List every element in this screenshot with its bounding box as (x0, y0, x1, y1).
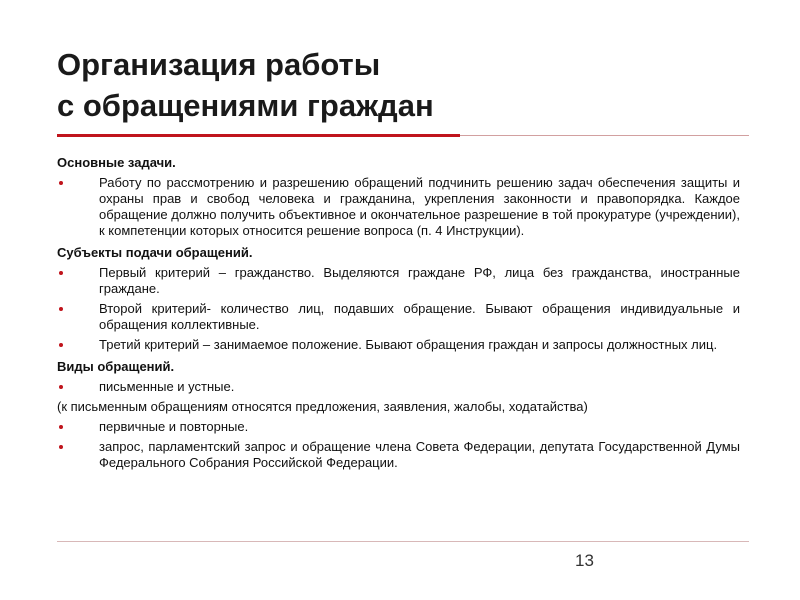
bullet-icon (59, 425, 63, 429)
slide-title-line-2: с обращениями граждан (57, 88, 434, 123)
title-underline-accent (57, 134, 460, 137)
bullet-icon (59, 307, 63, 311)
list-item-text: запрос, парламентский запрос и обращение члена Совета Федерации, депутата Государственной Думы Федерального Собрания Российской Федерации. (99, 439, 740, 470)
bullet-icon (59, 271, 63, 275)
list-item-text: Второй критерий- количество лиц, подавших обращение. Бывают обращения индивидуальные и обращения коллективные. (99, 301, 740, 332)
list-item-text: первичные и повторные. (99, 419, 249, 434)
list-item-types-written (57, 379, 740, 395)
list-item-subjects-3 (57, 337, 740, 353)
list-item-text: Первый критерий – гражданство. Выделяются граждане РФ, лица без гражданства, иностранные граждане. (99, 265, 740, 296)
footer-divider (57, 541, 749, 542)
slide-title-line-1: Организация работы (57, 47, 381, 82)
list-item-text: письменные и устные. (99, 379, 235, 394)
title-underline-thin (460, 135, 749, 136)
slide-body (57, 155, 740, 475)
list-item-types-primary (57, 419, 740, 435)
page-number: 13 (575, 551, 594, 570)
list-item-tasks-1 (57, 175, 740, 239)
list-item-subjects-2 (57, 301, 740, 333)
slide-title (57, 44, 434, 126)
list-item-types-request (57, 439, 740, 471)
section-heading-types: Виды обращений. (57, 359, 175, 374)
bullet-icon (59, 343, 63, 347)
bullet-icon (59, 181, 63, 185)
list-item-text: Работу по рассмотрению и разрешению обращений подчинить решению задач обеспечения защиты и охраны прав и свобод человека и гражданина, укрепления законности и правопорядка. Каждое обращение должно получить объективное и окончательное разрешение в той прокуратуре (учреждении), к компетенции которых относится решение вопроса (п. 4 Инструкции). (99, 175, 740, 238)
section-heading-tasks: Основные задачи. (57, 155, 176, 170)
bullet-icon (59, 445, 63, 449)
types-note: (к письменным обращениям относятся предложения, заявления, жалобы, ходатайства) (57, 399, 588, 414)
list-item-subjects-1 (57, 265, 740, 297)
section-heading-subjects: Субъекты подачи обращений. (57, 245, 253, 260)
list-item-text: Третий критерий – занимаемое положение. Бывают обращения граждан и запросы должностных лиц. (99, 337, 718, 352)
bullet-icon (59, 385, 63, 389)
